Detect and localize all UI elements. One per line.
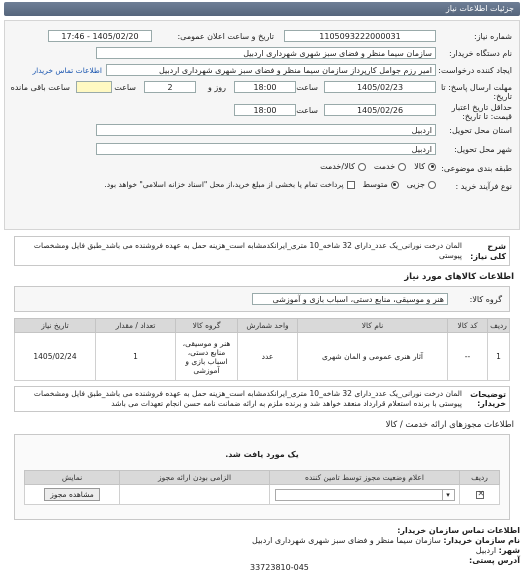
column-header: الزامی بودن ارائه مجوز bbox=[120, 471, 270, 485]
chevron-down-icon[interactable]: ▾ bbox=[442, 490, 454, 500]
permit-status-select[interactable] bbox=[275, 489, 455, 501]
column-header: کد کالا bbox=[448, 319, 488, 333]
creator-label: ایجاد کننده درخواست: bbox=[438, 66, 512, 75]
reply-date-field[interactable]: 1405/02/23 bbox=[324, 81, 436, 93]
goods-section-title: اطلاعات کالاهای مورد نیاز bbox=[404, 272, 514, 282]
cross-icon: ✕ bbox=[477, 489, 485, 498]
contact-org-value: سازمان سیما منظر و فضای سبز شهری شهرداری اردبیل bbox=[252, 536, 441, 545]
row-number: 1 bbox=[488, 333, 510, 381]
permits-table bbox=[24, 470, 500, 505]
goods-group: هنر و موسیقی، منابع دستی، اسباب بازی و آموزشی bbox=[176, 333, 238, 381]
category-option-goods[interactable] bbox=[414, 162, 436, 171]
contact-org-label: نام سازمان خریدار: bbox=[443, 536, 520, 545]
need-number-field[interactable]: 1105093222000031 bbox=[284, 30, 436, 42]
table-row[interactable] bbox=[25, 485, 500, 505]
column-header: ردیف bbox=[488, 319, 510, 333]
category-option-label: کالا/خدمت bbox=[320, 162, 355, 171]
contact-address-label: آدرس پستی: bbox=[469, 556, 520, 565]
column-header: تعداد / مقدار bbox=[96, 319, 176, 333]
province-label: استان محل تحویل: bbox=[449, 126, 512, 135]
city-field[interactable]: اردبیل bbox=[96, 143, 436, 155]
view-permit-button[interactable]: مشاهده مجوز bbox=[44, 488, 100, 501]
process-option-label: جزیی bbox=[406, 180, 425, 189]
remaining-label: ساعت باقی مانده bbox=[10, 83, 70, 92]
goods-group-label: گروه کالا: bbox=[469, 295, 502, 304]
column-header: واحد شمارش bbox=[238, 319, 298, 333]
need-number-label: شماره نیاز: bbox=[474, 32, 512, 41]
contact-org-line bbox=[4, 536, 520, 546]
goods-group-field[interactable]: هنر و موسیقی، منابع دستی، اسباب بازی و آموزشی bbox=[252, 293, 448, 305]
process-radio-group bbox=[16, 180, 436, 189]
checkbox-icon[interactable] bbox=[347, 181, 355, 189]
reply-time-field[interactable]: 18:00 bbox=[234, 81, 296, 93]
contact-city-label: شهر: bbox=[498, 546, 520, 555]
reply-time-label: ساعت bbox=[296, 83, 318, 92]
buyer-field[interactable]: سازمان سیما منظر و فضای سبز شهری شهرداری اردبیل bbox=[96, 47, 436, 59]
announce-datetime-field[interactable]: 1405/02/20 - 17:46 bbox=[48, 30, 152, 42]
buyer-contact-link[interactable]: اطلاعات تماس خریدار bbox=[32, 66, 102, 75]
column-header: نام کالا bbox=[298, 319, 448, 333]
validity-time-field[interactable]: 18:00 bbox=[234, 104, 296, 116]
buyer-note-label: توضیحات خریدار: bbox=[470, 390, 506, 408]
column-header: نمایش bbox=[25, 471, 120, 485]
process-type-label: نوع فرآیند خرید : bbox=[455, 182, 512, 191]
radio-icon[interactable] bbox=[398, 163, 406, 171]
goods-code: -- bbox=[448, 333, 488, 381]
radio-selected-icon[interactable] bbox=[428, 163, 436, 171]
goods-need-date: 1405/02/24 bbox=[15, 333, 96, 381]
column-header: گروه کالا bbox=[176, 319, 238, 333]
goods-table bbox=[14, 318, 510, 381]
buyer-note-text: المان درخت نورانی_یک عدد_دارای 32 شاخه_10 متری_ایرانکدمشابه است_هزینه حمل به عهده فروشنده می باشد_طبق فایل ومشخصات پیوستی با برنده استعلام قرارداد منعقد خواهد شد و برنده ملزم به ارائه ضمانت نامه حسن انجام تعهدات می باشد bbox=[33, 389, 462, 408]
permit-required-cell bbox=[120, 485, 270, 505]
category-option-service[interactable] bbox=[374, 162, 406, 171]
category-option-both[interactable] bbox=[320, 162, 366, 171]
treasury-payment-option[interactable] bbox=[104, 180, 354, 189]
permits-count-message: یک مورد یافت شد. bbox=[225, 450, 299, 459]
radio-selected-icon[interactable] bbox=[391, 181, 399, 189]
permit-status-cell[interactable] bbox=[270, 485, 460, 505]
process-option-medium[interactable] bbox=[363, 180, 399, 189]
reply-deadline-label: مهلت ارسال پاسخ: تا تاریخ: bbox=[440, 83, 512, 101]
checkbox-icon[interactable] bbox=[476, 491, 484, 499]
province-field[interactable]: اردبیل bbox=[96, 124, 436, 136]
validity-date-field[interactable]: 1405/02/26 bbox=[324, 104, 436, 116]
remaining-hours-label: ساعت bbox=[114, 83, 136, 92]
permits-table-header bbox=[25, 471, 500, 485]
category-label: طبقه بندی موضوعی: bbox=[441, 164, 512, 173]
validity-time-label: ساعت bbox=[296, 106, 318, 115]
process-option-partial[interactable] bbox=[407, 180, 436, 189]
contact-city-line bbox=[4, 546, 520, 556]
city-label: شهر محل تحویل: bbox=[454, 145, 512, 154]
price-validity-label: حداقل تاریخ اعتبار قیمت: تا تاریخ: bbox=[451, 103, 512, 121]
summary-text: المان درخت نورانی_یک عدد_دارای 32 شاخه_10 متری_ایرانکدمشابه است_هزینه حمل به عهده فروشنده می باشد_طبق فایل ومشخصات پیوستی bbox=[33, 241, 462, 260]
window-title: جزئیات اطلاعات نیاز bbox=[4, 2, 520, 16]
process-option-label: متوسط bbox=[362, 180, 388, 189]
days-field[interactable]: 2 bbox=[144, 81, 196, 93]
column-header: تاریخ نیاز bbox=[15, 319, 96, 333]
goods-unit: عدد bbox=[238, 333, 298, 381]
goods-qty: 1 bbox=[96, 333, 176, 381]
contact-city-value: اردبیل bbox=[475, 546, 497, 555]
category-option-label: خدمت bbox=[373, 162, 396, 171]
table-row[interactable] bbox=[15, 333, 510, 381]
radio-icon[interactable] bbox=[428, 181, 436, 189]
announce-datetime-label: تاریخ و ساعت اعلان عمومی: bbox=[177, 32, 274, 41]
permits-section-title: اطلاعات مجوزهای ارائه خدمت / کالا bbox=[385, 420, 514, 430]
buyer-label: نام دستگاه خریدار: bbox=[449, 49, 512, 58]
treasury-payment-label: پرداخت تمام یا بخشی از مبلغ خرید،از محل "اسناد خزانه اسلامی" خواهد بود. bbox=[104, 180, 344, 189]
goods-table-header bbox=[15, 319, 510, 333]
contact-title-text: اطلاعات تماس سازمان خریدار: bbox=[397, 526, 520, 535]
remaining-hours-field bbox=[76, 81, 112, 93]
contact-phone: 33723810-045 bbox=[250, 563, 309, 572]
permit-view-cell[interactable] bbox=[25, 485, 120, 505]
radio-icon[interactable] bbox=[358, 163, 366, 171]
column-header: ردیف bbox=[460, 471, 500, 485]
days-label: روز و bbox=[208, 83, 226, 92]
buyer-contact-section bbox=[4, 526, 520, 566]
summary-label: شرح کلی نیاز: bbox=[470, 242, 506, 261]
goods-name: آثار هنری عمومی و المان شهری bbox=[298, 333, 448, 381]
contact-title bbox=[4, 526, 520, 536]
category-radio-group bbox=[320, 162, 436, 171]
category-option-label: کالا bbox=[414, 162, 425, 171]
creator-field[interactable]: امیر رزم جوامل کارپرداز سازمان سیما منظر و فضای سبز شهری شهرداری اردبیل bbox=[106, 64, 436, 76]
column-header: اعلام وضعیت مجوز توسط تامین کننده bbox=[270, 471, 460, 485]
permit-checkbox-cell[interactable] bbox=[460, 485, 500, 505]
